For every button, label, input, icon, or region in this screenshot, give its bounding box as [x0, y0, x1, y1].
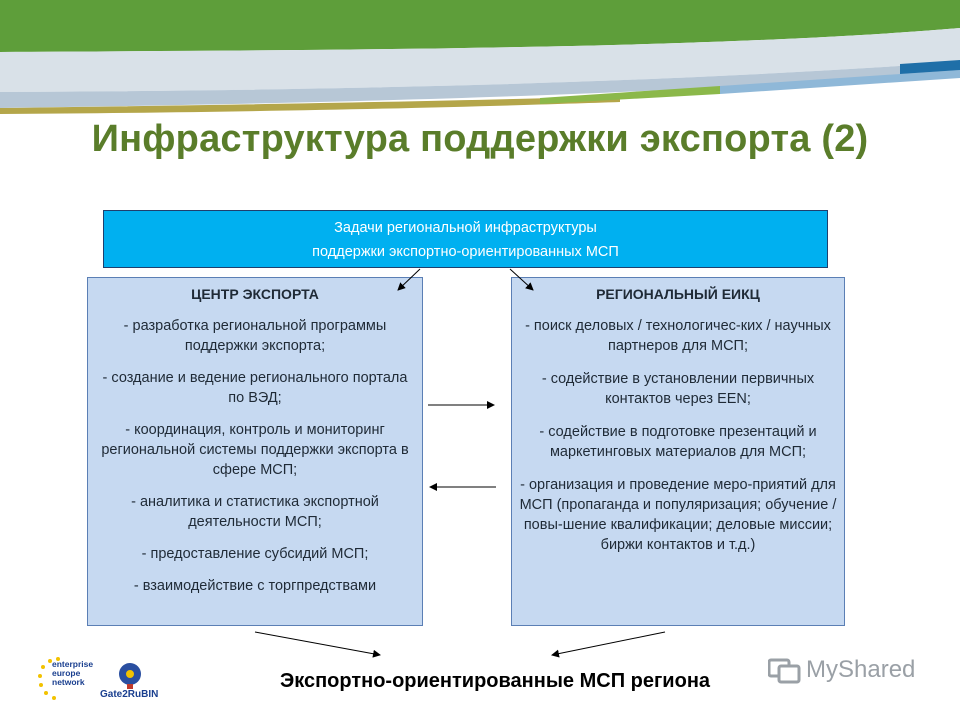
gate2rubin-logo-icon — [100, 660, 160, 710]
regional-eikc-item: - организация и проведение меро-приятий для МСП (пропаганда и популяризация; обучение / повы-шение квалификации; деловые миссии; биржи контактов и т.д.) — [519, 477, 837, 553]
tasks-box-line2: поддержки экспортно-ориентированных МСП — [312, 244, 619, 260]
export-center-item: - создание и ведение регионального портала по ВЭД; — [102, 370, 408, 406]
regional-eikc-item: - содействие в подготовке презентаций и маркетинговых материалов для МСП; — [539, 424, 817, 460]
export-center-panel — [87, 277, 423, 626]
tasks-box-line1: Задачи региональной инфраструктуры — [334, 220, 597, 236]
gate2rubin-logo-text: Gate2RuBIN — [100, 689, 159, 700]
arrow-center-to-sme — [255, 632, 380, 655]
export-center-item: - разработка региональной программы поддержки экспорта; — [123, 318, 387, 354]
export-center-item: - координация, контроль и мониторинг региональной системы поддержки экспорта в сфере МСП; — [101, 422, 409, 478]
export-center-item: - взаимодействие с торгпредствами — [133, 578, 377, 594]
myshared-text: MyShared — [806, 656, 916, 683]
slide-title: Инфраструктура поддержки экспорта (2) — [91, 118, 869, 160]
myshared-icon — [768, 657, 802, 685]
sme-region-label: Экспортно-ориентированные МСП региона — [279, 670, 711, 692]
een-logo-text: enterprise europe network — [52, 659, 94, 687]
header-banner — [0, 0, 960, 120]
regional-eikc-item: - содействие в установлении первичных контактов через EEN; — [541, 371, 815, 407]
export-center-item: - предоставление субсидий МСП; — [141, 546, 369, 562]
export-center-item: - аналитика и статистика экспортной деятельности МСП; — [131, 494, 379, 530]
regional-eikc-item: - поиск деловых / технологичес-ких / научных партнеров для МСП; — [525, 318, 831, 354]
export-center-title: ЦЕНТР ЭКСПОРТА — [191, 286, 319, 302]
regional-eikc-panel — [511, 277, 845, 626]
tasks-box — [103, 210, 828, 268]
arrow-eikc-to-sme — [552, 632, 665, 655]
regional-eikc-title: РЕГИОНАЛЬНЫЙ ЕИКЦ — [596, 286, 760, 302]
myshared-logo — [768, 656, 915, 685]
